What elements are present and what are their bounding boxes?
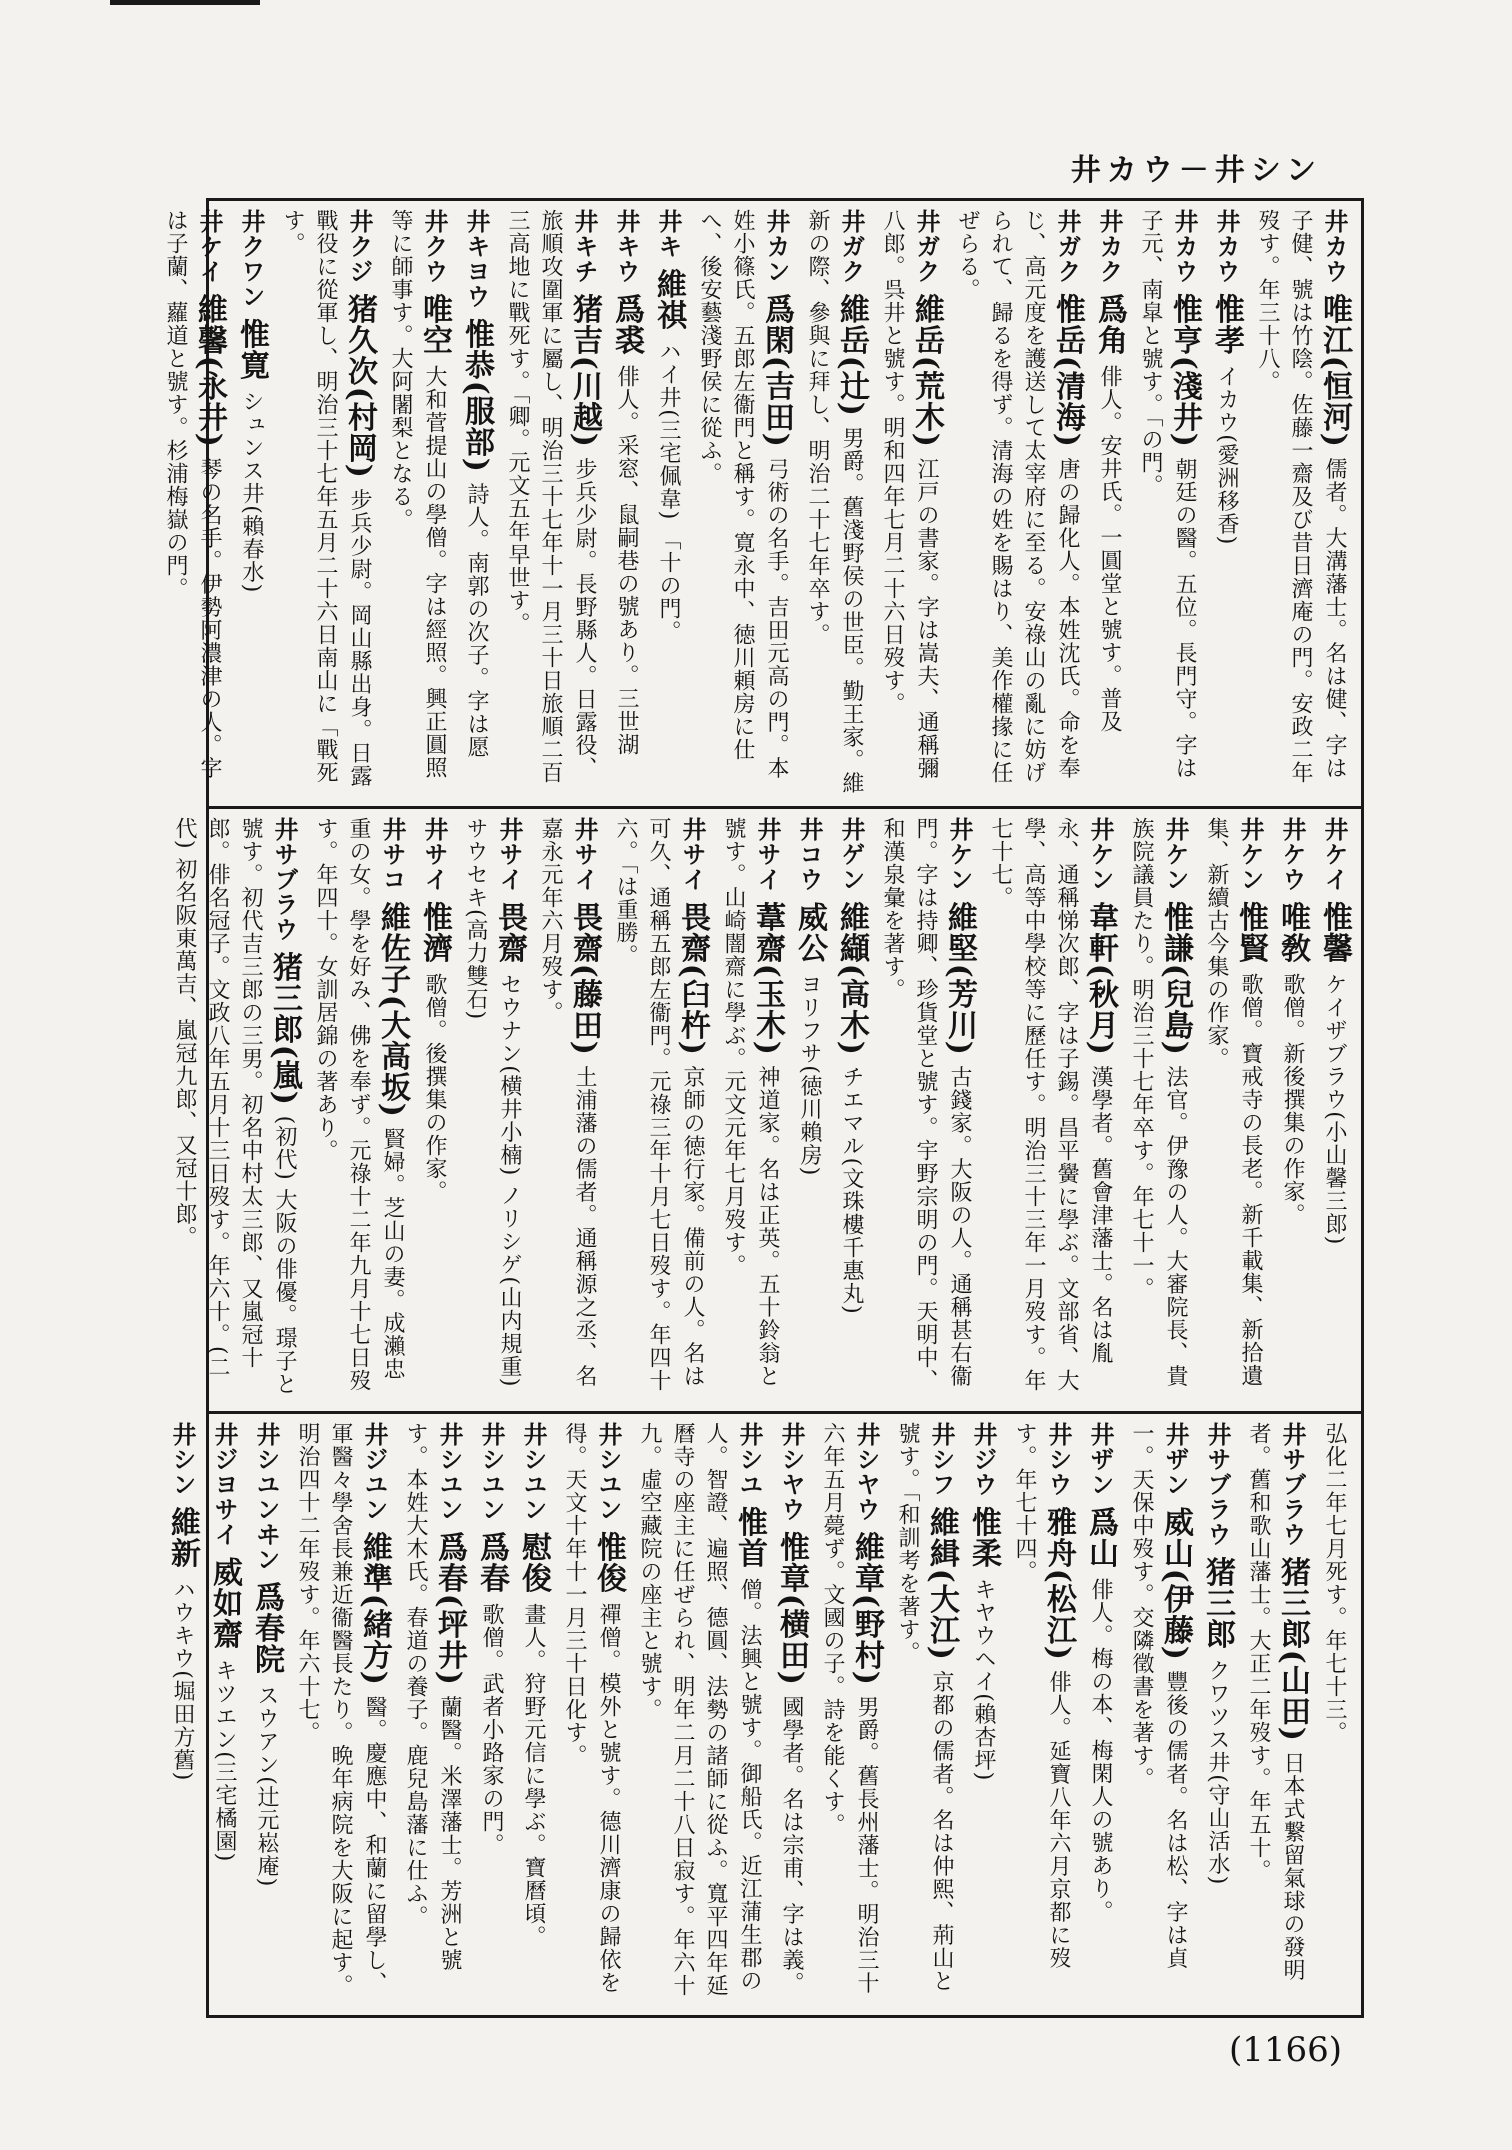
dictionary-entry <box>792 817 826 1401</box>
entry-head: 井シユン <box>435 1422 463 1522</box>
entry-name: 唯江(恒河) <box>1317 293 1352 448</box>
dictionary-entry <box>1134 209 1201 796</box>
entry-head: 井シウ <box>1044 1422 1072 1497</box>
entry-name: 爲山 <box>1083 1506 1118 1569</box>
entry-body: 大和菅提山の學僧。字は經照。興正圓照等に師事す。大阿闍梨となる。 <box>388 209 447 780</box>
entry-body: 醫。慶應中、和蘭に留學し、軍醫々學舍長兼近衞醫長たり。晩年病院を大阪に起す。明治四十二年歿す。年六十七。 <box>295 1422 387 1997</box>
entry-name: 惟俊 <box>591 1531 626 1594</box>
entry-body: シュンス井(賴春水) <box>239 390 264 594</box>
entry-head: 井サイ <box>678 817 706 892</box>
entry-name: 惟章(横田) <box>774 1531 809 1686</box>
entry-head: 井ケン <box>1161 817 1189 892</box>
entry-head: 井クジ <box>345 209 373 284</box>
entry-head: 井キ <box>654 209 682 259</box>
entry-body: 土浦藩の儒者。通稱源之丞、名嘉永元年六月歿す。 <box>538 817 597 1388</box>
entry-head: 井サイ <box>570 817 598 892</box>
entry-body: 畫人。狩野元信に學ぶ。寶曆頃。 <box>521 1603 546 1949</box>
entry-body: 俳人。采窓、鼠嗣巷の號あり。三世湖 <box>614 365 639 757</box>
dictionary-entry <box>1200 1422 1234 2007</box>
dictionary-entry <box>474 1422 508 2007</box>
entry-name: 韋軒(秋月) <box>1083 901 1118 1056</box>
entry-body: 古錢家。大阪の人。通稱甚右衞門。字は持卿、珍貨堂と號す。宇野宗明の門。天明中、和漢泉彙を著す。 <box>880 817 972 1392</box>
entry-head: 井ケウ <box>1278 817 1306 892</box>
dictionary-entry <box>501 209 601 796</box>
dictionary-entry <box>1200 817 1267 1401</box>
dictionary-entry <box>1083 1422 1117 2007</box>
entry-body: 俳人。延寶八年六月京都に歿す。年七十四。 <box>1012 1422 1071 1970</box>
entry-name: 惟首 <box>732 1506 767 1569</box>
dictionary-entry <box>609 817 709 1401</box>
entry-name: 維緝(大江) <box>924 1506 959 1661</box>
entry-head: 井サイ <box>420 817 448 892</box>
tier-entries <box>172 817 1352 1401</box>
entry-body: セウナン(横井小楠) ノリシゲ(山内規重) サウセキ(高力雙石) <box>463 817 522 1388</box>
entry-head: 井シユ <box>735 1422 763 1497</box>
entry-name: 維岳(荒木) <box>909 293 944 448</box>
entry-body: 豐後の儒者。名は松、字は貞一。天保中歿す。交隣徵書を著す。 <box>1129 1422 1188 1970</box>
entry-head: 井キチ <box>570 209 598 284</box>
dictionary-entry <box>417 817 451 1401</box>
entry-body: 弓術の名手。吉田元高の門。本姓小篠氏。五郎左衞門と稱す。寛永中、徳川頼房に仕へ、後安藝淺野侯に從ふ。 <box>697 209 789 780</box>
dictionary-entry <box>1251 209 1351 796</box>
entry-name: 爲春(坪井) <box>432 1531 467 1686</box>
dictionary-entry <box>633 1422 766 2007</box>
page-number: (1166) <box>1228 2030 1342 2070</box>
entry-name: 維堅(芳川) <box>942 901 977 1056</box>
entry-body: 俳人。安井氏。一圓堂と號す。普及 <box>1097 365 1122 734</box>
entry-name: 惟寛 <box>234 318 269 381</box>
entry-name: 畏齋(藤田) <box>567 901 602 1056</box>
dictionary-entry <box>834 817 868 1401</box>
entry-name: 爲閑(吉田) <box>759 293 794 448</box>
dictionary-entry <box>159 209 226 796</box>
tier-entries <box>165 1422 1351 2007</box>
entry-name: 維章(野村) <box>849 1531 884 1686</box>
entry-name: 維準(緒方) <box>357 1531 392 1686</box>
entry-name: 唯敎 <box>1275 901 1310 964</box>
entry-name: 爲裘 <box>609 293 644 356</box>
entry-name: 惟濟 <box>417 901 452 964</box>
entry-head: 井ケイ <box>195 209 223 284</box>
entry-name: 維岳(辻) <box>834 293 869 417</box>
entry-body: 步兵少尉。長野縣人。日露役、旅順攻圍軍に屬し、明治三十七年十一月三十日旅順二百三高地に戰死す。「卿。元文五年早世す。 <box>505 209 597 784</box>
dictionary-frame <box>163 198 1364 2018</box>
entry-body: 歌僧。新後撰集の作家。 <box>1280 973 1305 1227</box>
entry-name: 雅舟(松江) <box>1041 1506 1076 1661</box>
dictionary-entry <box>1092 209 1126 796</box>
entry-body: 法官。伊豫の人。大審院長、貴族院議員たり。明治三十七年卒す。年七十一。 <box>1129 817 1188 1388</box>
entry-head: 井ケン <box>1236 817 1264 892</box>
entry-body: ケイザブラウ(小山馨三郎) <box>1322 973 1347 1246</box>
dictionary-entry <box>609 209 643 796</box>
dictionary-entry <box>207 1422 241 2007</box>
entry-head: 井ケン <box>945 817 973 892</box>
entry-name: 維祺 <box>651 268 686 331</box>
entry-body: キヤウヘイ(賴杏坪) <box>971 1578 996 1782</box>
dictionary-entry <box>249 1422 283 2007</box>
entry-body: 日本式繋留氣球の發明者。舊和歌山藩士。大正二年歿す。年五十。 <box>1246 1422 1305 1982</box>
entry-body: チエマル(文珠樓千惠丸) <box>839 1065 864 1315</box>
dictionary-entry <box>399 1422 466 2007</box>
entry-name: 畏齋 <box>492 901 527 964</box>
dictionary-entry <box>291 1422 391 2007</box>
entry-head: 井シユン <box>594 1422 622 1522</box>
entry-head: 井サブラウ <box>1278 1422 1306 1547</box>
dictionary-entry <box>534 817 601 1401</box>
entry-body: 蘭醫。米澤藩士。芳洲と號す。本姓大木氏。春道の養子。鹿兒島藩に仕ふ。 <box>403 1422 462 1972</box>
entry-head: 井シン <box>168 1422 196 1497</box>
top-rule <box>110 0 260 5</box>
entry-body: 歌僧。寶戒寺の長老。新千載集、新拾遺集、新續古今集の作家。 <box>1204 817 1263 1388</box>
entry-head: 井ジウ <box>969 1422 997 1497</box>
dictionary-entry <box>984 817 1117 1401</box>
entry-name: 葦齋(玉木) <box>750 901 785 1056</box>
entry-name: 威山(伊藤) <box>1158 1506 1193 1661</box>
entry-body: 琴の名手。伊勢阿濃津の人。字は子蘭、蘿道と號す。杉浦梅嶽の門。 <box>163 209 222 780</box>
entry-body: 弘化二年七月死す。年七十三。 <box>1322 1422 1347 1744</box>
entry-head: 井ガク <box>837 209 865 284</box>
dictionary-entry <box>516 1422 550 2007</box>
entry-name: 猪久次(村岡) <box>342 293 377 479</box>
entry-body: 歌僧。後撰集の作家。 <box>422 973 447 1204</box>
entry-body: 賢婦。芝山の妻。成瀨忠重の女。學を好み、佛を奉ず。元祿十二年九月十七日歿す。年四十。女訓居錦の著あり。 <box>313 817 405 1392</box>
dictionary-entry <box>165 1422 199 2007</box>
tier-middle <box>172 806 1361 1409</box>
dictionary-entry <box>801 209 868 796</box>
dictionary-entry <box>384 209 451 796</box>
entry-name: 猪三郎(山田) <box>1275 1556 1310 1742</box>
entry-head: 井サブラウ <box>270 817 298 942</box>
entry-name: 唯空 <box>417 293 452 356</box>
entry-name: 猪三郎(嵐) <box>267 951 302 1106</box>
entry-head: 井カン <box>762 209 790 284</box>
entry-head: 井カウ <box>1320 209 1348 284</box>
entry-name: 爲春 <box>474 1531 509 1594</box>
dictionary-entry <box>309 817 409 1401</box>
entry-head: 井ザン <box>1086 1422 1114 1497</box>
entry-body: 歌僧。武者小路家の門。 <box>479 1603 504 1857</box>
entry-body: 國學者。名は宗甫、字は義。 <box>779 1695 804 1995</box>
entry-name: 惟謙(兒島) <box>1158 901 1193 1056</box>
dictionary-entry <box>651 209 685 796</box>
entry-name: 猪三郎 <box>1200 1556 1235 1650</box>
running-header: 井カウ－井シン <box>1070 153 1322 188</box>
entry-body: 僧。法興と號す。御船氏。近江蒲生郡の人。智證、遍照、德圓、法勢の諸師に從ふ。寬平四年延曆寺の座主に任ぜられ、明年二月二十八日寂す。年六十九。虛空藏院の座主と號す。 <box>637 1422 762 1997</box>
entry-head: 井クウ <box>420 209 448 284</box>
dictionary-entry <box>693 209 793 796</box>
dictionary-entry <box>891 1422 958 2007</box>
entry-head: 井キヨウ <box>462 209 490 309</box>
entry-body: 京師の徳行家。備前の人。名は可久、通稱五郎左衞門。元祿三年十月七日歿す。年四十六。「は重勝。 <box>613 817 705 1392</box>
dictionary-entry <box>1242 1422 1309 2007</box>
entry-name: 惟亨(淺井) <box>1167 293 1202 448</box>
entry-head: 井サブラウ <box>1203 1422 1231 1547</box>
entry-body: キツエン(三宅橘園) <box>212 1659 237 1863</box>
entry-head: 井サイ <box>753 817 781 892</box>
dictionary-entry <box>876 209 943 796</box>
entry-name: 惟賢 <box>1233 901 1268 964</box>
entry-body: 俳人。梅の本、梅閑人の號あり。 <box>1088 1578 1113 1924</box>
entry-name: 惟柔 <box>966 1506 1001 1569</box>
entry-body: 漢學者。舊會津藩士。名は胤永、通稱悌次郎、字は子錫。昌平黌に學ぶ。文部省、大學、高等中學校等に歷任す。明治三十三年一月歿す。年七十七。 <box>988 817 1113 1392</box>
entry-name: 畏齋(臼杵) <box>675 901 710 1056</box>
entry-head: 井カウ <box>1170 209 1198 284</box>
dictionary-entry <box>876 817 976 1401</box>
entry-body: 江戸の書家。字は嵩夫、通稱彌八郎。呉井と號す。明和四年七月二十六日歿す。 <box>880 209 939 780</box>
entry-name: 惟孝 <box>1209 293 1244 356</box>
entry-head: 井シユン <box>477 1422 505 1522</box>
dictionary-entry <box>1275 817 1309 1401</box>
entry-head: 井シヤウ <box>777 1422 805 1522</box>
entry-name: 維新 <box>165 1506 200 1569</box>
dictionary-entry <box>774 1422 808 2007</box>
entry-body: 神道家。名は正英。五十鈴翁と號す。山崎闇齋に學ぶ。元文元年七月歿す。 <box>721 817 780 1388</box>
entry-name: 爲角 <box>1092 293 1127 356</box>
dictionary-entry <box>951 209 1084 796</box>
entry-head: 井ケイ <box>1320 817 1348 892</box>
entry-body: スウアン(辻元崧庵) <box>254 1684 279 1888</box>
dictionary-entry <box>1125 1422 1192 2007</box>
dictionary-entry <box>234 209 268 796</box>
entry-body: (初代) 大阪の俳優。璟子と號す。初代吉三郎の三男。初名中村太三郎、又嵐冠十郎。俳名冠子。文政八年五月十三日歿す。年六十。(二代) 初名阪東萬吉、嵐冠九郎、又冠十郎。 <box>172 817 297 1396</box>
entry-name: 維佐子(大高坂) <box>375 901 410 1118</box>
entry-body: ハイ井(三宅佩韋) 「十の門。 <box>656 340 681 644</box>
entry-head: 井シヤウ <box>852 1422 880 1522</box>
entry-body: イカウ(愛洲移香) <box>1214 365 1239 546</box>
entry-body: 男爵。舊淺野侯の世臣。勤王家。維新の際、參與に拜し、明治二十七年卒す。 <box>805 209 864 795</box>
entry-body: 步兵少尉。岡山縣出身。日露戰役に從軍し、明治三十七年五月二十六日南山に「戰死す。 <box>280 209 372 788</box>
dictionary-entry <box>1008 1422 1075 2007</box>
tier-entries <box>163 209 1352 796</box>
entry-head: 井ゲン <box>837 817 865 892</box>
entry-head: 井シフ <box>927 1422 955 1497</box>
entry-head: 井カク <box>1095 209 1123 284</box>
entry-head: 井ジヨサイ <box>210 1422 238 1547</box>
entry-name: 惟馨 <box>1317 901 1352 964</box>
entry-body: 京都の儒者。名は仲熙、荊山と號す。「和訓考を著す。 <box>895 1422 954 1993</box>
entry-name: 慰俊 <box>516 1531 551 1594</box>
dictionary-entry <box>1125 817 1192 1401</box>
dictionary-entry <box>276 209 376 796</box>
entry-head: 井クワン <box>237 209 265 309</box>
entry-body: 朝廷の醫。五位。長門守。字は子元、南皐と號す。「の門。 <box>1138 209 1197 780</box>
entry-name: 惟恭(服部) <box>459 318 494 473</box>
entry-head: 井ジユン <box>360 1422 388 1522</box>
dictionary-entry <box>1209 209 1243 796</box>
entry-body: 唐の歸化人。本姓沈氏。命を奉じ、高元度を護送して太宰府に至る。安祿山の亂に妨げられて、歸るを得ず。清海の姓を賜はり、美作權掾に任ぜらる。 <box>955 209 1080 784</box>
entry-head: 井サコ <box>378 817 406 892</box>
dictionary-entry <box>558 1422 625 2007</box>
entry-name: 猪吉(川越) <box>567 293 602 448</box>
dictionary-entry <box>168 817 301 1401</box>
tier-top <box>163 201 1361 804</box>
entry-head: 井シユン <box>519 1422 547 1522</box>
dictionary-entry <box>459 817 526 1401</box>
tier-bottom <box>165 1411 1361 2015</box>
entry-body: ハウキウ(堀田方舊) <box>170 1578 195 1782</box>
entry-body: 禪僧。模外と號す。德川濟康の歸依を得。天文十年十一月三十日化す。 <box>562 1422 621 1995</box>
entry-head: 井サイ <box>495 817 523 892</box>
dictionary-entry <box>966 1422 1000 2007</box>
entry-body: 男爵。舊長州藩士。明治三十六年五月薨ず。文國の子。詩を能くす。 <box>820 1422 879 1995</box>
entry-name: 爲春院 <box>249 1581 284 1675</box>
entry-head: 井キウ <box>612 209 640 284</box>
entry-head: 井シユンヰン <box>252 1422 280 1572</box>
entry-head: 井カウ <box>1212 209 1240 284</box>
entry-body: 儒者。大溝藩士。名は健、字は子健、號は竹陰。佐藤一齋及び昔日濟庵の門。安政二年歿す。年三十八。 <box>1255 209 1347 784</box>
entry-name: 威公 <box>792 901 827 964</box>
dictionary-entry <box>717 817 784 1401</box>
entry-name: 維纈(高木) <box>834 901 869 1056</box>
entry-name: 惟岳(清海) <box>1050 293 1085 448</box>
entry-body: クワツス井(守山活水) <box>1205 1659 1230 1886</box>
dictionary-entry <box>1317 1422 1351 2007</box>
entry-head: 井ガク <box>912 209 940 284</box>
entry-name: 維馨(永井) <box>192 293 227 448</box>
dictionary-entry <box>1317 817 1351 1401</box>
entry-name: 威如齋 <box>207 1556 242 1650</box>
entry-body: 詩人。南郭の次子。字は愿 <box>464 482 489 759</box>
entry-head: 井コウ <box>795 817 823 892</box>
dictionary-entry <box>816 1422 883 2007</box>
entry-body: ヨリフサ(徳川賴房) <box>797 973 822 1177</box>
entry-head: 井ザン <box>1161 1422 1189 1497</box>
entry-head: 井ガク <box>1053 209 1081 284</box>
dictionary-entry <box>459 209 493 796</box>
entry-head: 井ケン <box>1086 817 1114 892</box>
